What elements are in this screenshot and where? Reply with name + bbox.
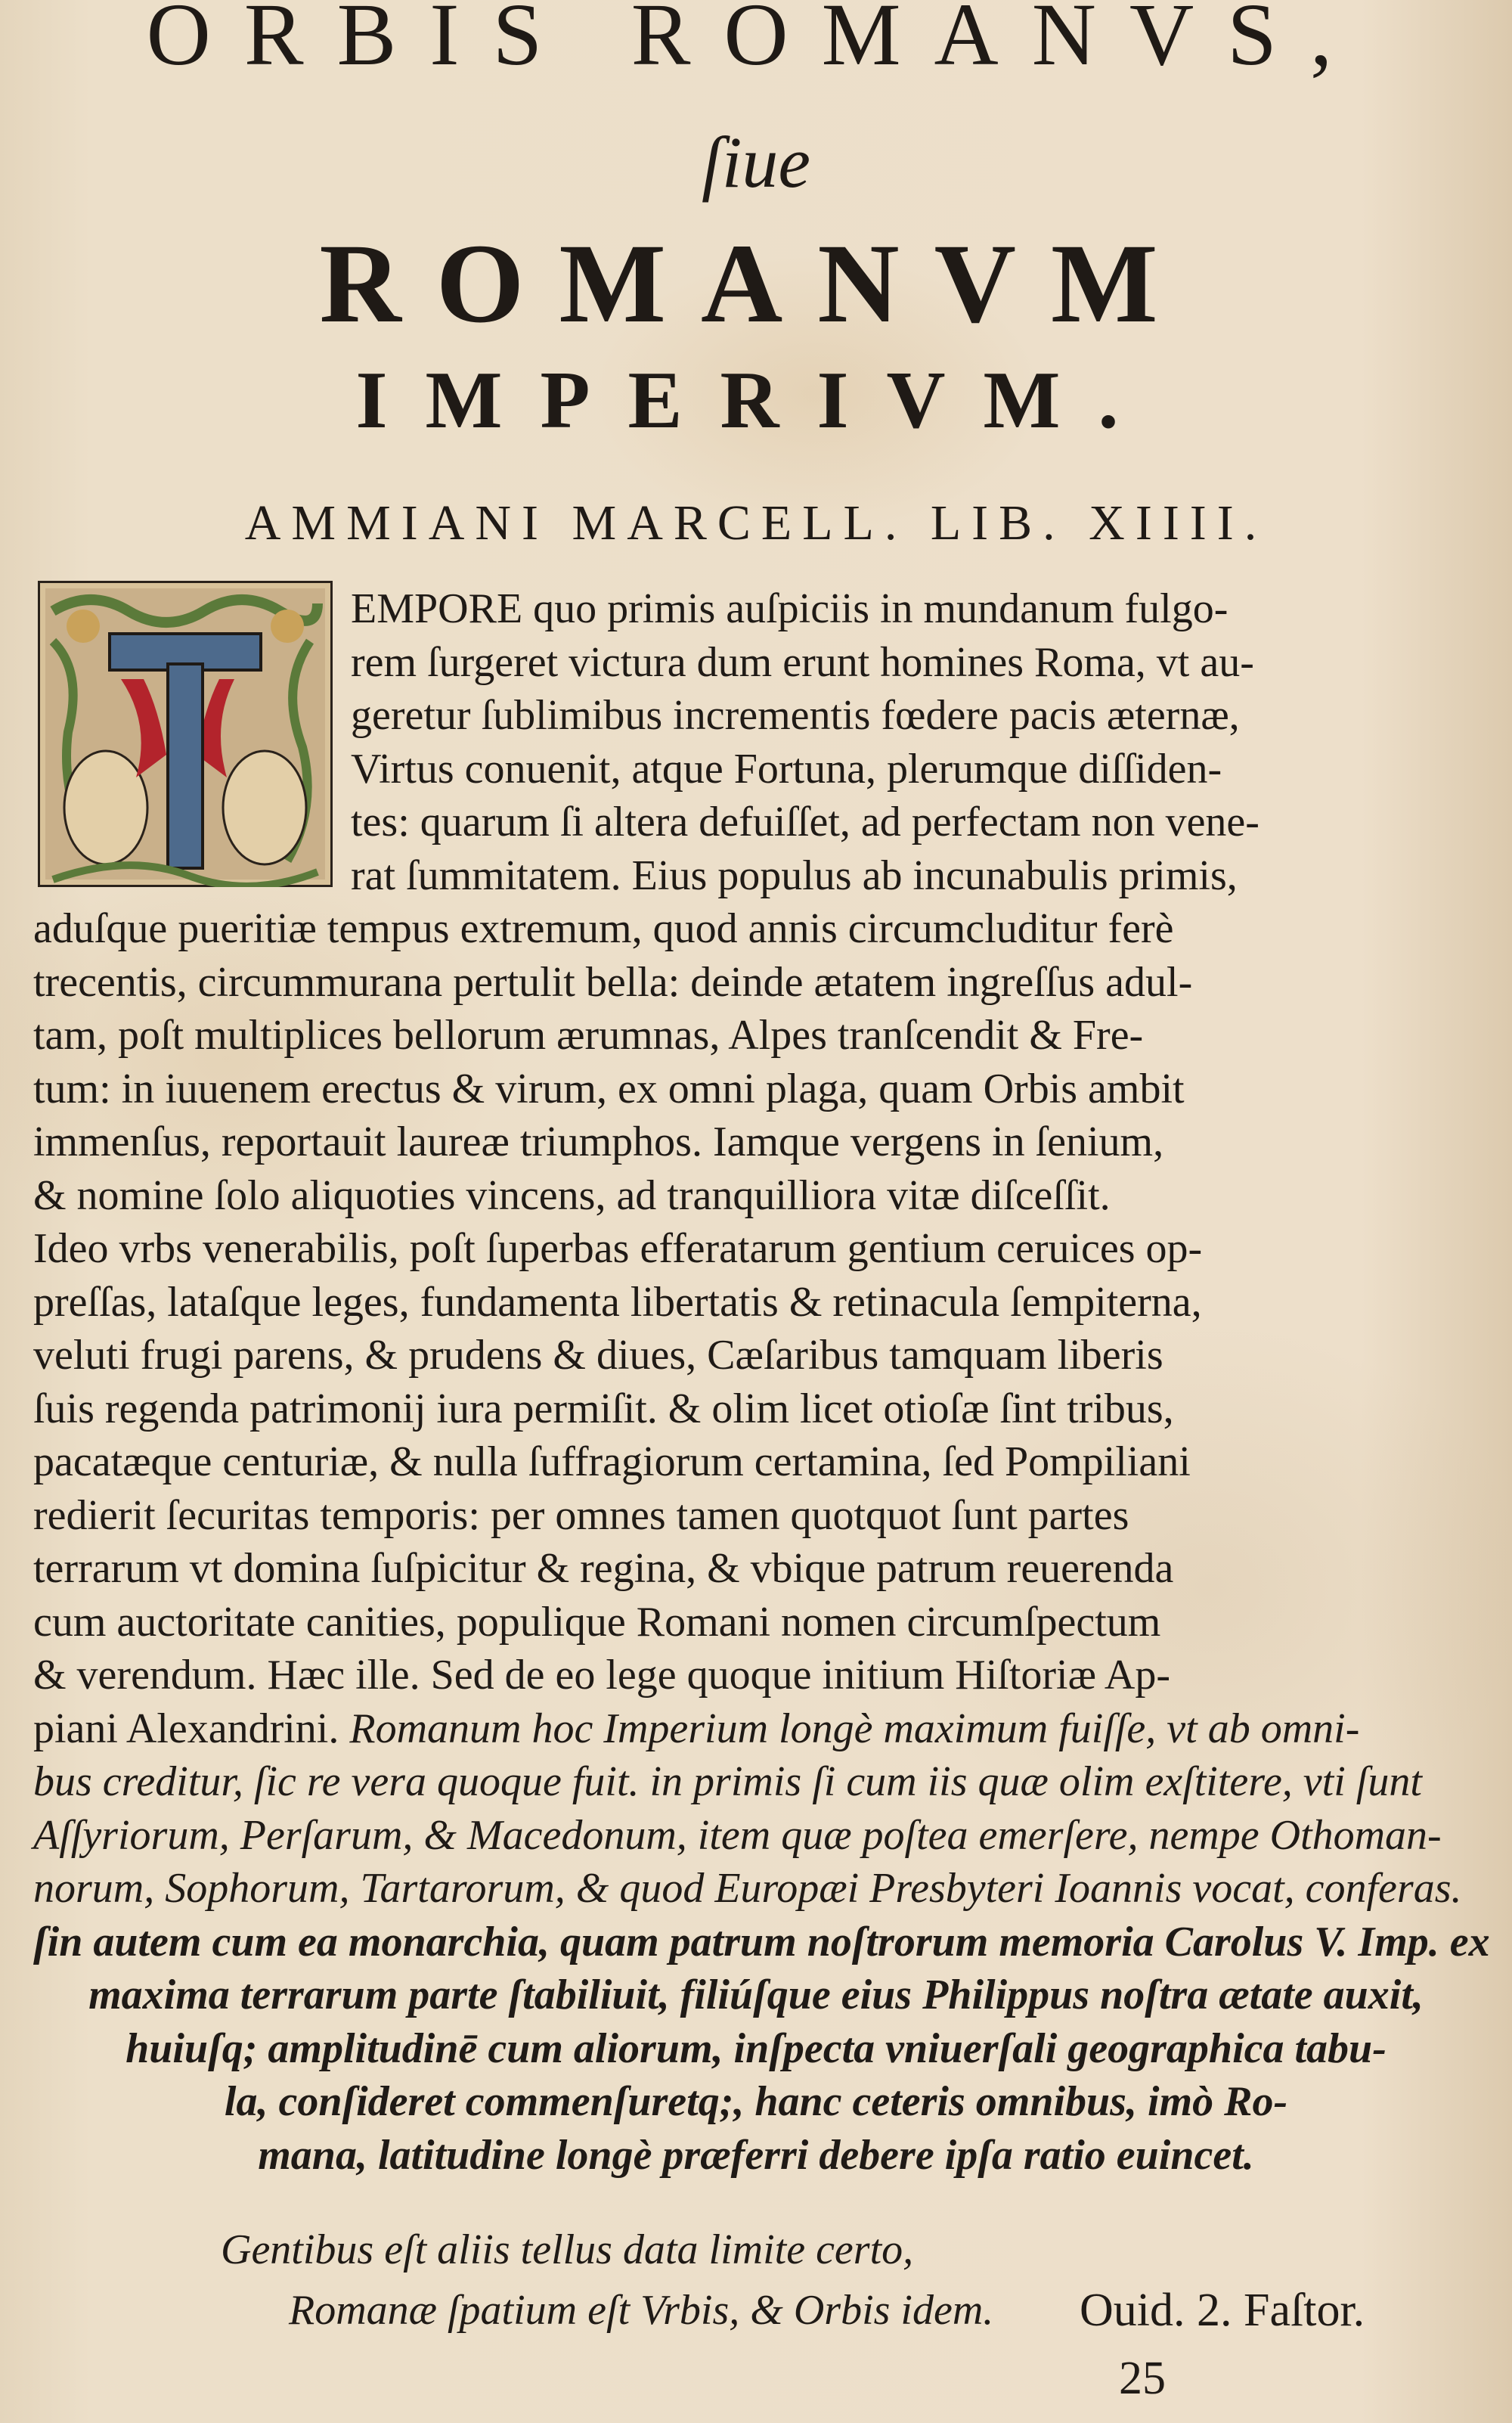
text-line: cum auctoritate canities, populique Romani nomen circumſpectum bbox=[33, 1598, 1161, 1646]
title-line-1: ORBIS ROMANVS, bbox=[146, 0, 1366, 84]
italic-centered-line: huiuſq; amplitudinē cum aliorum, inſpecta vniuerſali geographica tabu- bbox=[125, 2024, 1387, 2072]
title-line-4: IMPERIVM. bbox=[355, 355, 1157, 445]
text-line: rat ſummitatem. Eius populus ab incunabulis primis, bbox=[351, 852, 1238, 899]
italic-centered-line: la, conſideret commenſuretq;, hanc ceteris omnibus, imò Ro- bbox=[224, 2078, 1288, 2125]
text-line: redierit ſecuritas temporis: per omnes tamen quotquot ſunt partes bbox=[33, 1491, 1129, 1539]
text-line: tes: quarum ſi altera defuiſſet, ad perfectam non vene- bbox=[351, 799, 1259, 845]
text-line: tam, poſt multiplices bellorum ærumnas, Alpes tranſcendit & Fre- bbox=[33, 1012, 1144, 1059]
text-line: preſſas, lataſque leges, fundamenta libertatis & retinacula ſempiterna, bbox=[33, 1278, 1202, 1326]
text-line: geretur ſublimibus incrementis fœdere pacis æternæ, bbox=[351, 692, 1240, 739]
italic-segment: Romanum hoc Imperium longè maximum fuiſſe, vt ab omni- bbox=[349, 1705, 1360, 1752]
italic-centered-line: ſin autem cum ea monarchia, quam patrum noſtrorum memoria Carolus V. Imp. ex bbox=[33, 1918, 1490, 1965]
text-line: aduſque pueritiæ tempus extremum, quod annis circumcluditur ferè bbox=[33, 905, 1174, 952]
text-line: Virtus conuenit, atque Fortuna, plerumque diſſiden- bbox=[351, 745, 1222, 793]
verse-line-1: Gentibus eſt aliis tellus data limite certo, bbox=[221, 2226, 914, 2273]
main-text bbox=[33, 582, 1490, 2182]
verse-line-2: Romanæ ſpatium eſt Vrbis, & Orbis idem. bbox=[289, 2287, 994, 2334]
text-line: & nomine ſolo aliquoties vincens, ad tranquilliora vitæ diſceſſit. bbox=[33, 1171, 1111, 1219]
text-line: & verendum. Hæc ille. Sed de eo lege quoque initium Hiſtoriæ Ap- bbox=[33, 1652, 1170, 1699]
italic-text-line: norum, Sophorum, Tartarorum, & quod Europæi Presbyteri Ioannis vocat, conferas. bbox=[33, 1865, 1462, 1912]
text-line: tum: in iuuenem erectus & virum, ex omni plaga, quam Orbis ambit bbox=[33, 1065, 1185, 1112]
page-number: 25 bbox=[1119, 2353, 1166, 2404]
italic-text-line: bus creditur, ſic re vera quoque fuit. in primis ſi cum iis quæ olim exſtitere, vti ſunt bbox=[33, 1758, 1422, 1805]
chapter-heading: AMMIANI MARCELL. LIB. XIIII. bbox=[244, 495, 1268, 551]
citation: Ouid. 2. Faſtor. bbox=[1080, 2285, 1365, 2336]
text-line: Ideo vrbs venerabilis, poſt ſuperbas efferatarum gentium ceruices op- bbox=[33, 1225, 1203, 1272]
text-line: rem ſurgeret victura dum erunt homines Roma, vt au- bbox=[351, 638, 1254, 686]
italic-centered-line: maxima terrarum parte ſtabiliuit, filiúſque eius Philippus noſtra ætate auxit, bbox=[88, 1972, 1424, 2018]
mixed-text-line bbox=[33, 1702, 1479, 1756]
text-line: pacatæque centuriæ, & nulla ſuffragiorum certamina, ſed Pompiliani bbox=[33, 1438, 1191, 1485]
text-line: ſuis regenda patrimonij iura permiſit. & olim licet otioſæ ſint tribus, bbox=[33, 1385, 1174, 1432]
title-line-3: ROMANVM bbox=[319, 221, 1193, 346]
title-line-2: ſiue bbox=[702, 122, 810, 203]
text-line: EMPORE quo primis auſpiciis in mundanum fulgo- bbox=[351, 585, 1228, 632]
text-line: terrarum vt domina ſuſpicitur & regina, & vbique patrum reuerenda bbox=[33, 1545, 1174, 1592]
italic-centered-line: mana, latitudine longè præferri debere ipſa ratio euincet. bbox=[258, 2131, 1254, 2179]
text-line: trecentis, circummurana pertulit bella: deinde ætatem ingreſſus adul- bbox=[33, 958, 1193, 1006]
text-line: immenſus, reportauit laureæ triumphos. Iamque vergens in ſenium, bbox=[33, 1118, 1164, 1165]
text-line: veluti frugi parens, & prudens & diues, Cæſaribus tamquam liberis bbox=[33, 1332, 1163, 1379]
italic-text-line: Aſſyriorum, Perſarum, & Macedonum, item quæ poſtea emerſere, nempe Othoman- bbox=[33, 1811, 1442, 1859]
roman-segment: piani Alexandrini. bbox=[33, 1705, 350, 1752]
